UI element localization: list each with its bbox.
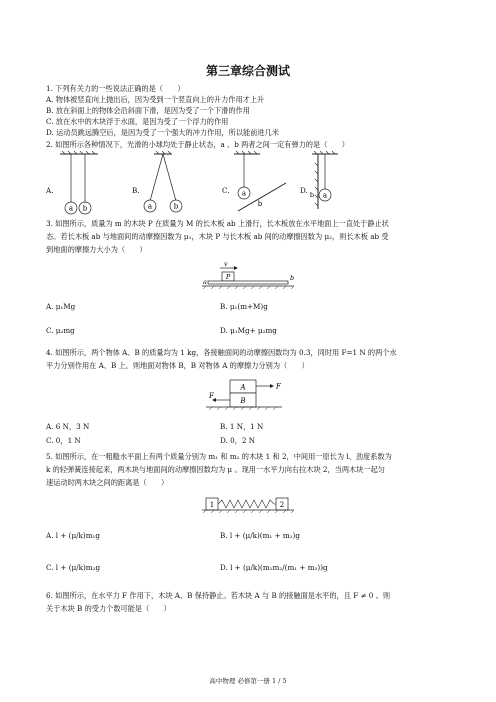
q2-label-a: A. [46,186,54,195]
q4-option-d: D. 0，2 N [220,436,255,445]
q4-option-a: A. 6 N，3 N [46,422,90,431]
q3-option-c: C. μ₂mg [46,326,75,335]
q5-stem-line1: 5. 如图所示，在一粗糙水平面上有两个质量分别为 m₁ 和 m₂ 的木块 1 和 2，中间用一原长为 l、劲度系数为 [46,452,392,461]
svg-text:A: A [240,383,246,392]
q5-option-a: A. l + (μ/k)m₁g [46,531,101,540]
page-footer: 高中物理 必修第一册 1 / 5 [209,677,287,685]
q4-option-c: C. 0，1 N [46,436,81,445]
q2-figure-b [140,151,186,215]
q5-option-b: B. l + (μ/k)(m₁ + m₂)g [220,531,300,540]
svg-text:B: B [240,397,246,405]
svg-text:a: a [147,202,153,211]
q1-option-a: A. 物体被竖直向上抛出后，因为受到一个竖直向上的升力作用才上升 [46,95,265,104]
q3-option-a: A. μ₁Mg [46,302,76,311]
q2-ball-b: b [82,204,88,213]
q3-option-b: B. μ₁(m+M)g [220,302,268,311]
q5-option-d: D. l + (μ/k)(m₁m₂/(m₁ + m₂))g [220,563,328,572]
svg-text:P: P [225,273,231,281]
q5-figure [200,496,296,518]
svg-text:v: v [224,262,228,268]
q2-label-c: C. [222,186,230,195]
svg-text:b: b [309,191,315,199]
svg-text:b: b [257,200,263,208]
q2-label-d: D. [300,186,308,195]
svg-text:1: 1 [209,501,215,509]
q3-stem-line1: 3. 如图所示，质量为 m 的木块 P 在质量为 M 的长木板 ab 上滑行，长木板放在水平地面上一直处于静止状 [46,219,389,228]
svg-text:b: b [173,202,179,211]
svg-text:b: b [290,274,295,282]
q1-option-c: C. 放在水中的木块浮于水面，是因为受了一个浮力的作用 [46,117,229,126]
q1-option-d: D. 运动员跳远腾空后，是因为受了一个强大的冲力作用，所以能前进几米 [46,128,279,137]
svg-text:a: a [241,189,247,198]
q5-stem-line2: k 的轻弹簧连接起来，两木块与地面间的动摩擦因数均为 μ 。现用一水平力向右拉木块 2，当两木块一起匀 [46,465,385,474]
q3-figure [200,262,296,292]
svg-text:a: a [322,191,328,200]
q1-option-b: B. 放在斜面上的物体会沿斜面下滑，是因为受了一个下滑的作用 [46,106,250,115]
q4-option-b: B. 1 N，1 N [220,422,264,431]
svg-text:F: F [209,392,214,400]
q2-figure-c [230,151,292,215]
q4-stem-line2: 平力分别作用在 A、B 上，则地面对物体 B，B 对物体 A 的摩擦力分别为（ ） [46,361,309,370]
q3-stem-line3: 到地面的摩擦力大小为（ ） [46,245,147,254]
svg-text:F: F [276,382,281,391]
q6-stem-line2: 关于木块 B 的受力个数可能是（ ） [46,604,171,613]
q4-stem-line1: 4. 如图所示，两个物体 A、B 的质量均为 1 kg，各接触面间的动摩擦因数均为 0.3，同时用 F=1 N 的两个水 [46,348,397,357]
q5-option-c: C. l + (μ/k)m₂g [46,563,101,572]
q5-stem-line3: 速运动时两木块之间的距离是（ ） [46,478,169,487]
q2-stem: 2. 如图所示各种情况下，光滑的小球均处于静止状态，a 、b 两者之间一定有弹力的是（ ） [46,140,349,149]
q3-option-d: D. μ₁Mg+ μ₂mg [220,326,277,335]
q2-figure-a [56,151,102,215]
q2-ball-a: a [68,204,74,213]
q2-label-b: B. [132,186,140,195]
q1-stem: 1. 下列有关力的一些说法正确的是（ ） [46,84,185,93]
page-title: 第三章综合测试 [205,64,290,78]
svg-text:a: a [203,278,207,286]
q4-figure [204,378,290,414]
q6-stem-line1: 6. 如图所示，在水平力 F 作用下，木块 A、B 保持静止。若木块 A 与 B 的接触面是水平的，且 F ≠ 0 。则 [46,591,391,600]
q2-figure-d [308,151,348,215]
svg-text:2: 2 [279,501,285,509]
q3-stem-line2: 态。若长木板 ab 与地面间的动摩擦因数为 μ₁，木块 P 与长木板 ab 间的动摩擦因数为 μ₂，则长木板 ab 受 [46,232,389,241]
